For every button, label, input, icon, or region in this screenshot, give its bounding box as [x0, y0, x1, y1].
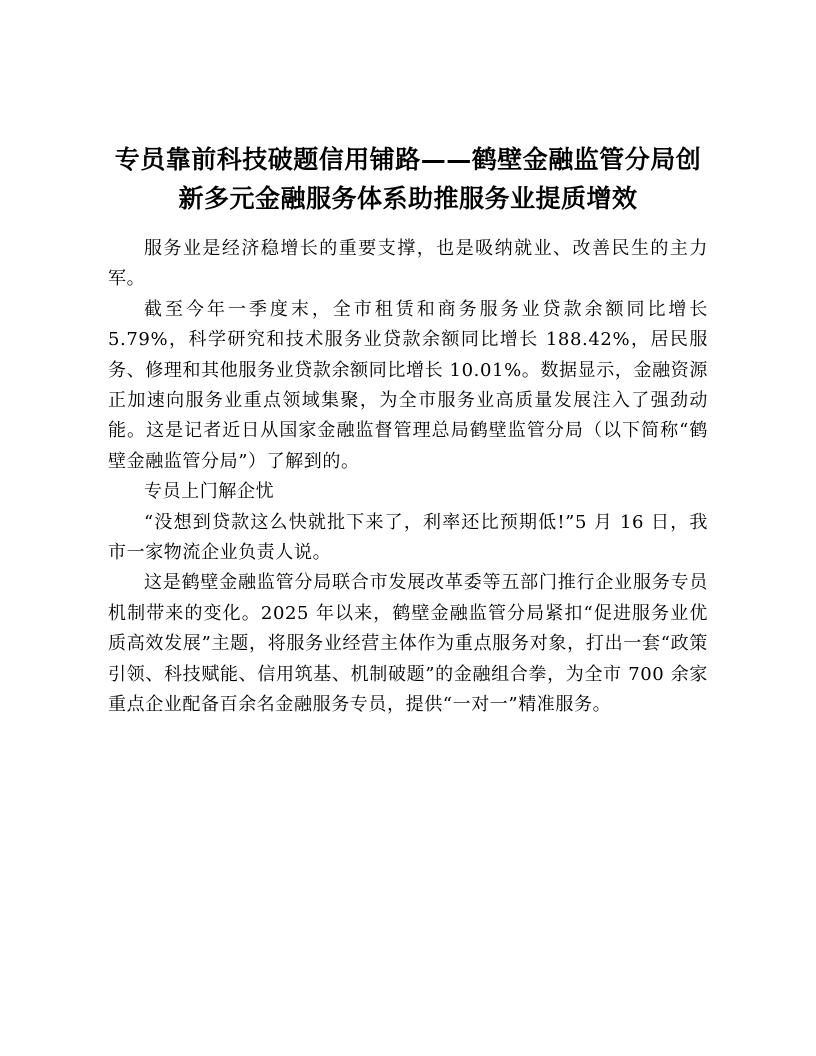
- section-subheading: 专员上门解企忧: [144, 481, 275, 503]
- document-body: [108, 234, 708, 721]
- paragraph-quote: “没想到贷款这么快就批下来了，利率还比预期低!”5 月 16 日，我市一家物流企业负责人说。: [108, 511, 708, 564]
- paragraph-intro: 服务业是经济稳增长的重要支撑，也是吸纳就业、改善民生的主力军。: [108, 238, 708, 290]
- paragraph-mechanism: 这是鹤壁金融监管分局联合市发展改革委等五部门推行企业服务专员机制带来的变化。2025 年以来，鹤壁金融监管分局紧扣“促进服务业优质高效发展”主题，将服务业经营主体作为重点服务对象，打出一套“政策引领、科技赋能、信用筑基、机制破题”的金融组合拳，为全市 700 余家重点企业配备百余名金融服务专员，提供“一对一”精准服务。: [108, 572, 708, 716]
- document-title: 专员靠前科技破题信用铺路——鹤壁金融监管分局创新多元金融服务体系助推服务业提质增效: [114, 145, 702, 213]
- document-page: [108, 140, 708, 721]
- paragraph-loan-data: 截至今年一季度末，全市租赁和商务服务业贷款余额同比增长 5.79%，科学研究和技术服务业贷款余额同比增长 188.42%，居民服务、修理和其他服务业贷款余额同比增长 10.01%。数据显示，金融资源正加速向服务业重点领域集聚，为全市服务业高质量发展注入了强劲动能。这是记者近日从国家金融监督管理总局鹤壁监管分局（以下简称“鹤壁金融监管分局”）了解到的。: [108, 298, 708, 472]
